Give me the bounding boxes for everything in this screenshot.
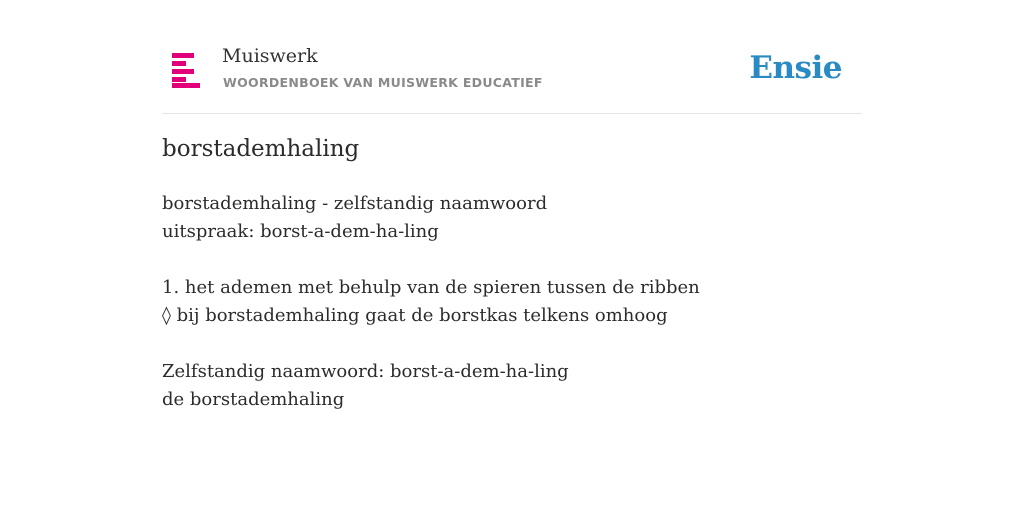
site-header <box>162 0 862 114</box>
entry-pronunciation: uitspraak: borst-a-dem-ha-ling <box>162 221 439 242</box>
entry-spacer <box>162 246 700 274</box>
logo-bar-bottom <box>172 83 200 88</box>
entry-grammar: Zelfstandig naamwoord: borst-a-dem-ha-ling <box>162 361 569 382</box>
dictionary-entry <box>162 190 700 414</box>
entry-spacer <box>162 330 700 358</box>
brand-subtitle: WOORDENBOEK VAN MUISWERK EDUCATIEF <box>223 75 543 90</box>
logo-bar-top <box>172 53 194 58</box>
ensie-logo[interactable]: Ensie <box>749 50 842 86</box>
page-title: borstademhaling <box>162 136 360 162</box>
entry-word-type: borstademhaling - zelfstandig naamwoord <box>162 193 548 214</box>
entry-definition: 1. het ademen met behulp van de spieren tussen de ribben <box>162 277 700 298</box>
brand-name[interactable]: Muiswerk <box>222 45 318 67</box>
logo-bar-lower-mid <box>172 77 186 82</box>
content-container <box>162 0 862 410</box>
entry-article: de borstademhaling <box>162 389 345 410</box>
logo-bar-upper-mid <box>172 61 186 66</box>
entry-example: ◊ bij borstademhaling gaat de borstkas telkens omhoog <box>162 305 668 326</box>
logo-bar-mid <box>172 69 194 74</box>
muiswerk-logo-icon[interactable] <box>172 53 200 89</box>
